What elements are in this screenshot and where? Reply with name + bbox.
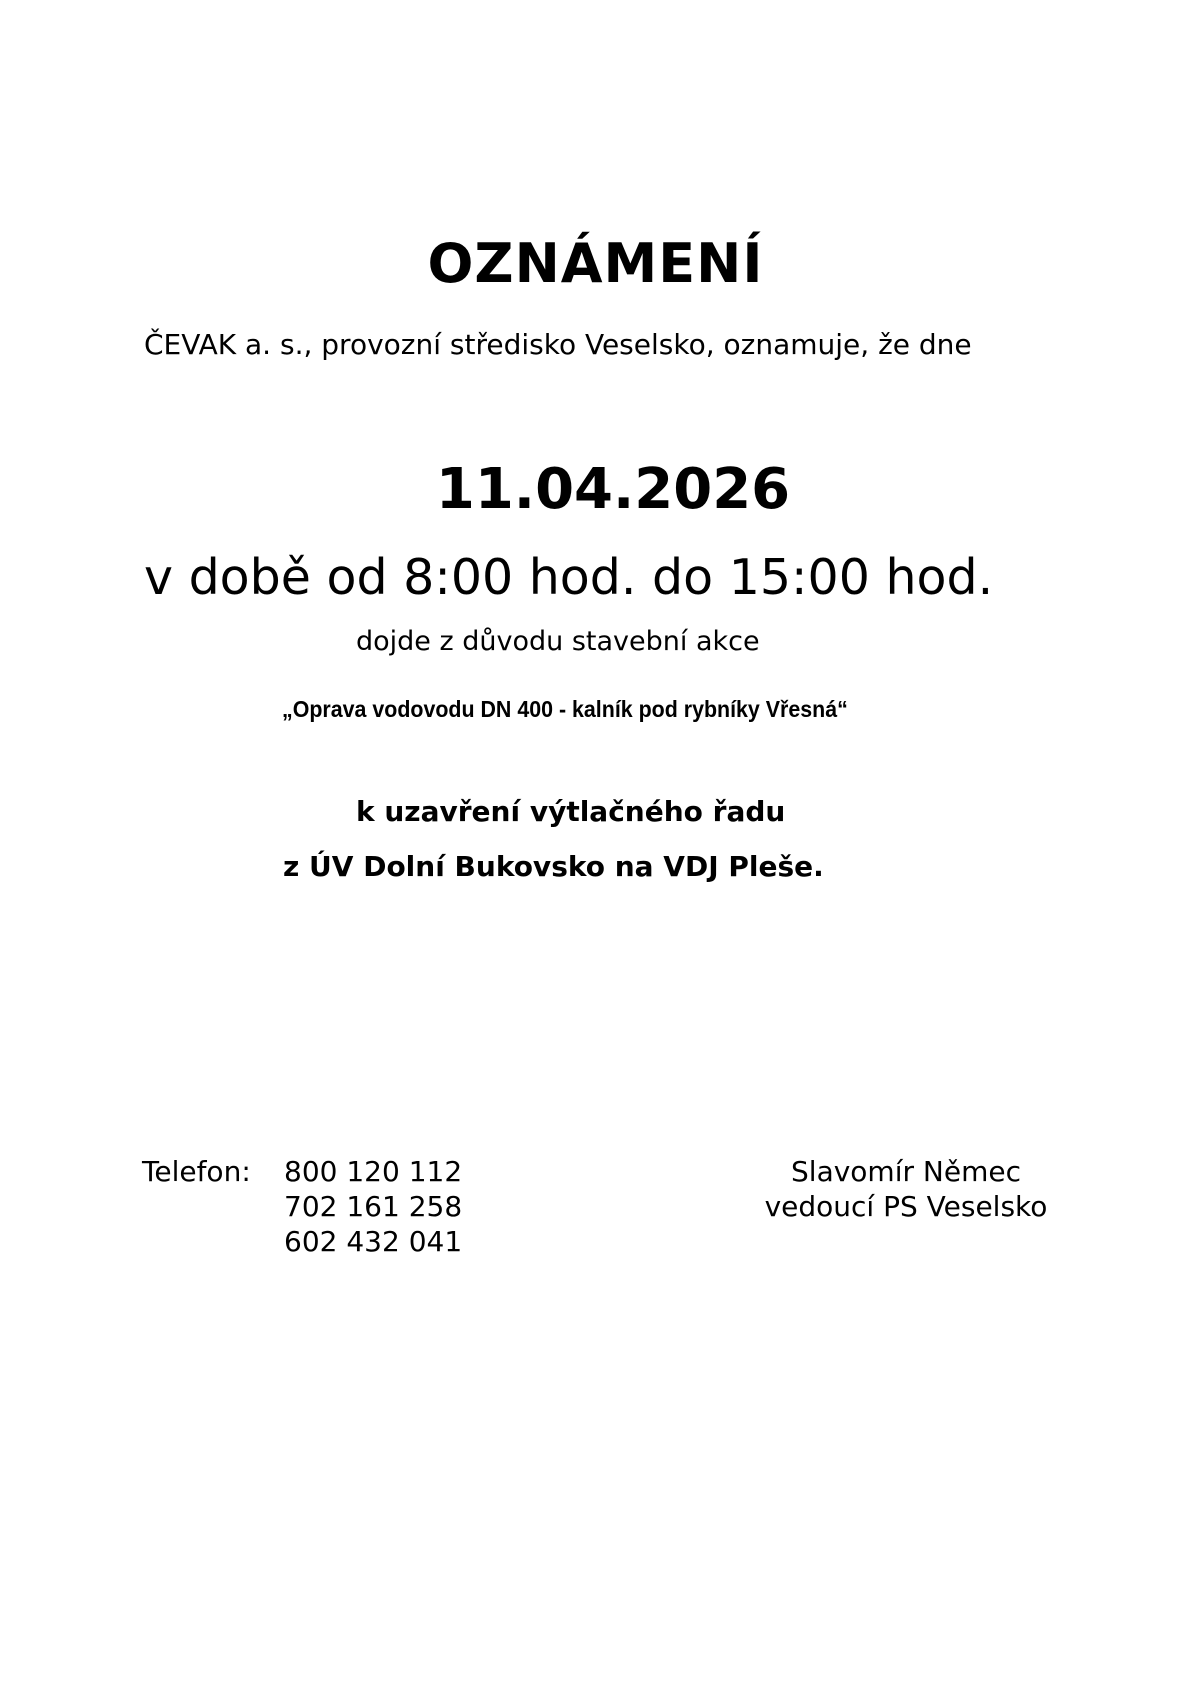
phone-number: 702 161 258: [284, 1190, 463, 1223]
phone-label: Telefon:: [142, 1155, 251, 1188]
phone-number: 602 432 041: [284, 1225, 463, 1258]
outage-time-range: v době od 8:00 hod. do 15:00 hod.: [144, 549, 994, 606]
intro-text: ČEVAK a. s., provozní středisko Veselsko, oznamuje, že dne: [144, 328, 972, 361]
signature-name: Slavomír Němec: [791, 1155, 1021, 1188]
signature-role: vedoucí PS Veselsko: [764, 1190, 1048, 1223]
reason-text: dojde z důvodu stavební akce: [356, 626, 760, 657]
phone-list: [284, 1154, 462, 1259]
phone-number: 800 120 112: [284, 1155, 463, 1188]
closure-line-2: z ÚV Dolní Bukovsko na VDJ Pleše.: [283, 850, 824, 883]
outage-date: 11.04.2026: [435, 457, 791, 522]
closure-line-1: k uzavření výtlačného řadu: [356, 795, 786, 828]
project-name: „Oprava vodovodu DN 400 - kalník pod rybníky Vřesná“: [282, 696, 848, 722]
signature-block: [758, 1154, 1054, 1224]
notice-title: OZNÁMENÍ: [427, 232, 764, 295]
